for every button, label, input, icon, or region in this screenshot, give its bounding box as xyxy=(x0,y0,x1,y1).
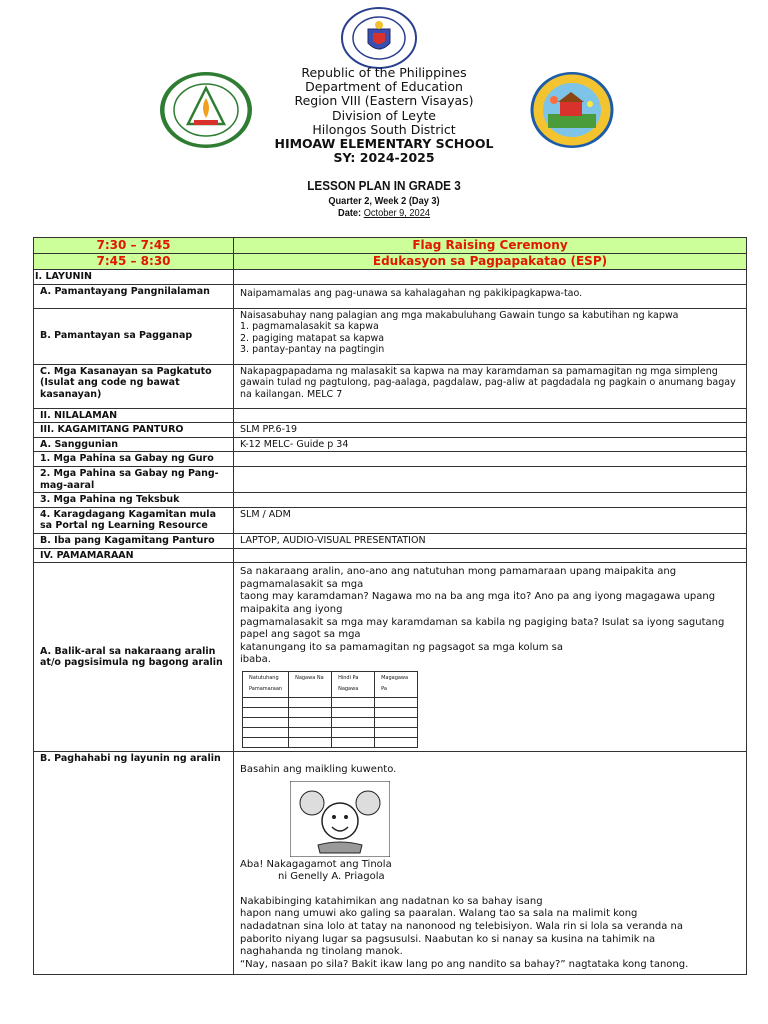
story-line: naghahanda ng tinolang manok. xyxy=(240,946,403,958)
school-name: HIMOAW ELEMENTARY SCHOOL xyxy=(274,136,494,152)
schedule-row xyxy=(34,254,747,270)
column-header: Nagawa Na xyxy=(289,671,332,697)
story-line: hapon nang umuwi ako galing sa paaralan. Walang tao sa sala na malimit kong xyxy=(240,908,638,920)
row-label: C. Mga Kasanayan sa Pagkatuto (Isulat ang code ng bawat kasanayan) xyxy=(34,364,234,408)
story-author: ni Genelly A. Priagola xyxy=(278,871,385,883)
row-value: K-12 MELC- Guide p 34 xyxy=(234,437,747,452)
schedule-row xyxy=(34,238,747,254)
story-illustration xyxy=(290,781,390,857)
row-value: Naipamamalas ang pag-unawa sa kahalagahan ng pakikipagkapwa-tao. xyxy=(234,284,747,308)
division-line: Division of Leyte xyxy=(332,107,436,123)
table-row xyxy=(34,752,747,975)
column-header: Hindi Pa Nagawa xyxy=(332,671,375,697)
row-value: SLM PP.6-19 xyxy=(234,423,747,438)
section-kagamitang-panturo: III. KAGAMITANG PANTURO xyxy=(34,423,234,438)
schedule-time: 7:30 – 7:45 xyxy=(34,238,234,254)
schedule-activity: Edukasyon sa Pagpapakatao (ESP) xyxy=(234,254,747,270)
table-row xyxy=(34,423,747,438)
quarter-week: Quarter 2, Week 2 (Day 3) xyxy=(328,195,440,207)
table-row xyxy=(34,548,747,563)
region-line: Region VIII (Eastern Visayas) xyxy=(294,93,474,109)
row-value: LAPTOP, AUDIO-VISUAL PRESENTATION xyxy=(234,533,747,548)
row-value xyxy=(234,452,747,467)
schedule-activity: Flag Raising Ceremony xyxy=(234,238,747,254)
lesson-plan-table xyxy=(33,237,747,975)
table-row xyxy=(34,533,747,548)
story-line: Nakabibinging katahimikan ang nadatnan ko sa bahay isang xyxy=(240,895,543,907)
row-label: A. Sanggunian xyxy=(34,437,234,452)
table-row xyxy=(34,284,747,308)
lesson-plan-title: LESSON PLAN IN GRADE 3 xyxy=(307,178,461,193)
column-header: Magagawa Pa xyxy=(375,671,418,697)
row-label: A. Balik-aral sa nakaraang aralin at/o pagsisimula ng bagong aralin xyxy=(34,563,234,752)
row-value: Naisasabuhay nang palagian ang mga makabuluhang Gawain tungo sa kabutihan ng kapwa 1. pagmamalasakit sa kapwa 2. pagiging matapat sa kapwa 3. pantay-pantay na pagtingin xyxy=(234,308,747,364)
school-year: SY: 2024-2025 xyxy=(333,150,435,166)
table-row xyxy=(34,452,747,467)
story-line: paborito niyang lugar sa pagsusulsi. Naabutan ko si nanay sa kusina na tahimik na xyxy=(240,933,656,945)
table-row xyxy=(34,466,747,492)
answer-columns-table xyxy=(242,671,418,748)
row-value: Nakapagpapadama ng malasakit sa kapwa na may karamdaman sa pamamagitan ng mga simpleng gawain tulad ng pagtulong, pag-aalaga, pagdalaw, pag-aliw at pagdadala ng pagkain o anumang bagay na kailangan. MELC 7 xyxy=(234,364,747,408)
row-label: A. Pamantayang Pangnilalaman xyxy=(34,284,234,308)
schedule-time: 7:45 – 8:30 xyxy=(34,254,234,270)
table-row xyxy=(34,563,747,752)
row-value: Sa nakaraang aralin, ano-ano ang natutuhan mong pamamaraan upang maipakita ang pagmamalasakit sa mga taong may karamdaman? Nagawa mo na ba ang mga ito? Ano pa ang iyong magagawa upang maipakita ang iyong pagmamalasakit sa mga may karamdaman sa kabila ng pagiging bata? Isulat sa iyong sagutang papel ang sagot sa mga katanungang ito sa pamamagitan ng pagsagot sa mga kolum sa ibaba. Natutuhang Pamamaraan Nagawa Na Hindi Pa Nagawa Magagawa Pa xyxy=(234,563,747,752)
row-label: B. Pamantayan sa Pagganap xyxy=(34,308,234,364)
table-row xyxy=(34,507,747,533)
story-line: nadadatnan sina lolo at tatay na nanonood ng telebisiyon. Wala rin si lola sa veranda na xyxy=(240,921,684,933)
table-row xyxy=(34,270,747,285)
column-header: Natutuhang Pamamaraan xyxy=(243,671,289,697)
section-nilalaman: II. NILALAMAN xyxy=(34,408,234,423)
row-label: B. Paghahabi ng layunin ng aralin xyxy=(34,752,234,975)
section-layunin: I. LAYUNIN xyxy=(34,270,234,285)
row-label: 4. Karagdagang Kagamitan mula sa Portal ng Learning Resource xyxy=(34,507,234,533)
table-row xyxy=(34,308,747,364)
story-title: Aba! Nakagagamot ang Tinola xyxy=(240,858,392,870)
date-label: Date: xyxy=(338,207,362,219)
row-value xyxy=(234,493,747,508)
story-intro: Basahin ang maikling kuwento. xyxy=(240,764,397,776)
deped-seal xyxy=(340,7,418,69)
table-row xyxy=(34,364,747,408)
row-value xyxy=(234,466,747,492)
table-row xyxy=(34,437,747,452)
department-line: Department of Education xyxy=(305,79,463,95)
row-value xyxy=(234,752,747,975)
lesson-date xyxy=(208,207,560,219)
row-label: 3. Mga Pahina ng Teksbuk xyxy=(34,493,234,508)
story-line: “Nay, nasaan po sila? Bakit ikaw lang po ang nandito sa bahay?” nagtataka kong tanong. xyxy=(240,958,689,970)
himoaw-elementary-school-logo xyxy=(530,72,614,148)
district-line: Hilongos South District xyxy=(312,121,456,137)
letterhead xyxy=(234,66,534,165)
row-value: SLM / ADM xyxy=(234,507,747,533)
table-row xyxy=(34,493,747,508)
row-label: 1. Mga Pahina sa Gabay ng Guro xyxy=(34,452,234,467)
row-label: B. Iba pang Kagamitang Panturo xyxy=(34,533,234,548)
row-label: 2. Mga Pahina sa Gabay ng Pang-mag-aaral xyxy=(34,466,234,492)
date-value: October 9, 2024 xyxy=(363,207,430,219)
table-row xyxy=(34,408,747,423)
republic-line: Republic of the Philippines xyxy=(301,65,467,80)
section-pamamaraan: IV. PAMAMARAAN xyxy=(34,548,234,563)
